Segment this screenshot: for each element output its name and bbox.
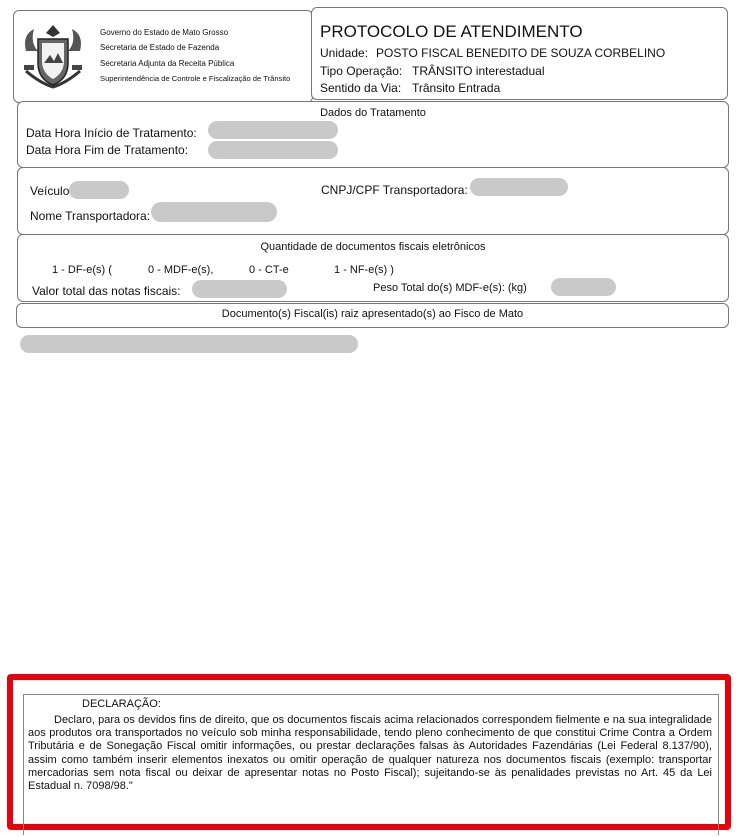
- dfe-count: 1 - DF-e(s) (: [52, 264, 112, 276]
- nfe-count: 1 - NF-e(s) ): [334, 264, 394, 276]
- valor-label: Valor total das notas fiscais:: [32, 284, 181, 298]
- operacao-label: Tipo Operação:: [320, 64, 403, 78]
- valor-redacted: [192, 280, 287, 298]
- veiculo-label: Veículo: [30, 184, 70, 198]
- unidade-label: Unidade:: [320, 46, 369, 60]
- sentido-label: Sentido da Via:: [320, 81, 402, 95]
- gov-line-2: Secretaria de Estado de Fazenda: [100, 43, 220, 52]
- gov-line-4: Superintendência de Controle e Fiscalização de Trânsito: [100, 74, 291, 83]
- veiculo-box: [17, 167, 729, 235]
- declaracao-title: DECLARAÇÃO:: [82, 698, 161, 710]
- operacao-value: TRÂNSITO interestadual: [412, 64, 545, 78]
- page-title: PROTOCOLO DE ATENDIMENTO: [320, 22, 583, 41]
- fim-label: Data Hora Fim de Tratamento:: [26, 143, 189, 157]
- inicio-label: Data Hora Início de Tratamento:: [26, 126, 197, 140]
- veiculo-redacted: [69, 181, 129, 199]
- mdfe-count: 0 - MDF-e(s),: [148, 264, 214, 276]
- nome-label: Nome Transportadora:: [30, 209, 151, 223]
- nome-redacted: [151, 202, 277, 222]
- declaracao-box: [23, 694, 719, 835]
- inicio-redacted: [208, 121, 338, 139]
- raiz-box: [16, 303, 729, 328]
- cte-count: 0 - CT-e: [249, 264, 289, 276]
- unidade-value: POSTO FISCAL BENEDITO DE SOUZA CORBELINO: [376, 46, 666, 60]
- protocol-header-box: [311, 7, 728, 100]
- documentos-box: [17, 234, 729, 302]
- gov-header-box: [13, 10, 313, 103]
- declaracao-highlight: [7, 674, 731, 830]
- peso-label: Peso Total do(s) MDF-e(s): (kg): [373, 282, 527, 294]
- tratamento-title: Dados do Tratamento: [320, 107, 426, 119]
- gov-line-1: Governo do Estado de Mato Grosso: [100, 28, 229, 37]
- tratamento-box: [17, 101, 729, 168]
- declaracao-text: Declaro, para os devidos fins de direito, que os documentos fiscais acima relacionados correspondem fielmente e na sua integralidade aos produtos ora transportados no veículo sob minha responsabilidade, tendo pleno conhecimento de que constitui Crime Contra a Ordem Tributária e de Sonegação Fiscal omitir informações, ou prestar declarações falsas às Autoridades Fazendárias (Lei Federal 8.137/90), assim como também inserir elementos inexatos ou omitir operação de qualquer natureza nos documentos fiscais (exemplo: transportar mercadorias sem nota fiscal ou deixar de apresentar notas no Posto Fiscal); sujeitando-se às penalidades previstas no Art. 45 da Lei Estadual n. 7098/98.": [28, 714, 712, 793]
- peso-redacted: [551, 278, 616, 296]
- documentos-title: Quantidade de documentos fiscais eletrônicos: [260, 241, 486, 253]
- raiz-redacted: [20, 335, 358, 353]
- sentido-value: Trânsito Entrada: [412, 81, 501, 95]
- coat-of-arms-icon: [20, 21, 86, 89]
- gov-line-3: Secretaria Adjunta da Receita Pública: [100, 59, 235, 68]
- raiz-title: Documento(s) Fiscal(is) raiz apresentado(s) ao Fisco de Mato: [221, 308, 524, 320]
- cnpj-label: CNPJ/CPF Transportadora:: [321, 183, 468, 197]
- fim-redacted: [208, 141, 338, 159]
- cnpj-redacted: [470, 178, 568, 196]
